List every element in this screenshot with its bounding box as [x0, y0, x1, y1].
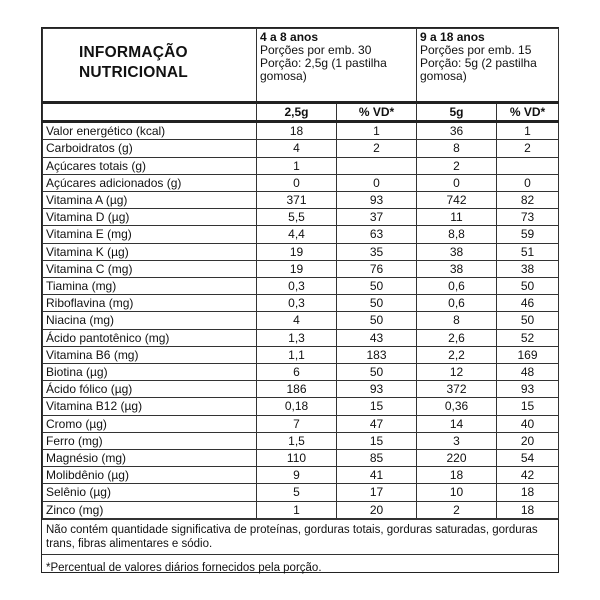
nutrient-value: 4	[257, 140, 337, 157]
nutrient-value: 19	[257, 243, 337, 260]
nutrient-label: Valor energético (kcal)	[43, 122, 257, 140]
group-serving-cont: gomosa)	[260, 69, 307, 83]
table-row	[43, 415, 559, 432]
table-row	[43, 381, 559, 398]
nutrient-value: 1	[257, 501, 337, 518]
nutrient-value: 50	[337, 278, 417, 295]
subheader-cell: 5g	[417, 103, 497, 122]
table-row	[43, 226, 559, 243]
title-cell	[43, 29, 257, 103]
nutrient-value: 38	[497, 260, 559, 277]
nutrient-value: 8	[417, 312, 497, 329]
table-row	[43, 484, 559, 501]
nutrient-label: Tiamina (mg)	[43, 278, 257, 295]
nutrient-value: 20	[337, 501, 417, 518]
nutrient-value: 73	[497, 209, 559, 226]
nutrient-value: 1,3	[257, 329, 337, 346]
nutrient-value: 186	[257, 381, 337, 398]
group-header-4-8	[257, 29, 417, 103]
nutrient-value: 47	[337, 415, 417, 432]
group-title: 4 a 8 anos	[260, 30, 319, 44]
group-portions: Porções por emb. 30	[260, 43, 372, 57]
table-row	[43, 450, 559, 467]
table-row	[43, 501, 559, 518]
nutrient-value: 4,4	[257, 226, 337, 243]
nutrient-value: 0,3	[257, 295, 337, 312]
table-row	[43, 329, 559, 346]
nutrient-label: Ferro (mg)	[43, 432, 257, 449]
nutrient-value: 18	[417, 467, 497, 484]
nutrient-value: 1,1	[257, 346, 337, 363]
table-row	[43, 467, 559, 484]
nutrient-value: 0,6	[417, 278, 497, 295]
nutrient-label: Magnésio (mg)	[43, 450, 257, 467]
nutrient-value: 82	[497, 192, 559, 209]
nutrient-label: Vitamina C (mg)	[43, 260, 257, 277]
nutrient-value: 36	[417, 122, 497, 140]
table-row	[43, 295, 559, 312]
nutrient-value: 15	[337, 432, 417, 449]
table-row	[43, 140, 559, 157]
nutrient-value: 5,5	[257, 209, 337, 226]
nutrient-value: 6	[257, 364, 337, 381]
nutrient-value: 18	[497, 501, 559, 518]
nutrient-value: 2	[417, 157, 497, 174]
nutrient-value: 93	[337, 381, 417, 398]
table-row	[43, 174, 559, 191]
nutrient-label: Cromo (µg)	[43, 415, 257, 432]
nutrient-value: 1	[337, 122, 417, 140]
table-row	[43, 398, 559, 415]
nutrient-label: Carboidratos (g)	[43, 140, 257, 157]
nutrient-label: Vitamina A (µg)	[43, 192, 257, 209]
group-serving: Porção: 2,5g (1 pastilha	[260, 56, 387, 70]
nutrient-value: 38	[417, 260, 497, 277]
nutrient-value: 1,5	[257, 432, 337, 449]
panel-title-line2: NUTRICIONAL	[79, 64, 188, 81]
nutrient-value: 54	[497, 450, 559, 467]
nutrient-label: Ácido fólico (µg)	[43, 381, 257, 398]
nutrient-value: 41	[337, 467, 417, 484]
nutrient-value: 8,8	[417, 226, 497, 243]
group-title: 9 a 18 anos	[420, 30, 485, 44]
group-serving: Porção: 5g (2 pastilha	[420, 56, 537, 70]
table-row	[43, 122, 559, 140]
nutrient-value: 0	[497, 174, 559, 191]
nutrient-value: 1	[497, 122, 559, 140]
nutrient-label: Ácido pantotênico (mg)	[43, 329, 257, 346]
nutrient-value: 14	[417, 415, 497, 432]
nutrient-value: 9	[257, 467, 337, 484]
nutrient-value: 18	[257, 122, 337, 140]
nutrient-value: 46	[497, 295, 559, 312]
nutrient-value: 3	[417, 432, 497, 449]
nutrient-label: Selênio (µg)	[43, 484, 257, 501]
nutrient-value: 17	[337, 484, 417, 501]
nutrient-value: 50	[497, 312, 559, 329]
nutrient-label: Vitamina B6 (mg)	[43, 346, 257, 363]
nutrient-value: 0	[337, 174, 417, 191]
table-row	[43, 243, 559, 260]
nutrient-label: Vitamina K (µg)	[43, 243, 257, 260]
nutrient-value: 1	[257, 157, 337, 174]
header-row	[43, 29, 559, 103]
nutrient-value: 2	[337, 140, 417, 157]
nutrient-value: 76	[337, 260, 417, 277]
nutrient-value: 93	[497, 381, 559, 398]
table-row	[43, 432, 559, 449]
group-serving-cont: gomosa)	[420, 69, 467, 83]
nutrient-value	[497, 157, 559, 174]
nutrient-value: 48	[497, 364, 559, 381]
nutrient-value: 50	[337, 312, 417, 329]
nutrient-value: 0	[257, 174, 337, 191]
nutrient-value: 2,6	[417, 329, 497, 346]
nutrient-value: 93	[337, 192, 417, 209]
nutrient-value: 40	[497, 415, 559, 432]
subheader-cell: 2,5g	[257, 103, 337, 122]
nutrient-value: 50	[497, 278, 559, 295]
nutrient-value: 38	[417, 243, 497, 260]
nutrient-value: 37	[337, 209, 417, 226]
nutrient-value: 20	[497, 432, 559, 449]
nutrient-label: Vitamina B12 (µg)	[43, 398, 257, 415]
nutrient-value: 42	[497, 467, 559, 484]
nutrient-value: 43	[337, 329, 417, 346]
nutrient-value: 0,6	[417, 295, 497, 312]
nutrient-value: 0,18	[257, 398, 337, 415]
nutrient-label: Vitamina E (mg)	[43, 226, 257, 243]
nutrient-value: 169	[497, 346, 559, 363]
nutrient-value: 8	[417, 140, 497, 157]
table-row	[43, 260, 559, 277]
group-portions: Porções por emb. 15	[420, 43, 532, 57]
nutrient-value: 50	[337, 364, 417, 381]
nutrient-label: Riboflavina (mg)	[43, 295, 257, 312]
footnote-vd: *Percentual de valores diários fornecidos pela porção.	[42, 554, 558, 581]
nutrient-value: 372	[417, 381, 497, 398]
nutrient-value: 4	[257, 312, 337, 329]
nutrient-value: 183	[337, 346, 417, 363]
nutrition-table	[42, 28, 559, 519]
nutrient-label: Niacina (mg)	[43, 312, 257, 329]
nutrient-value: 110	[257, 450, 337, 467]
nutrient-value: 12	[417, 364, 497, 381]
nutrient-value: 63	[337, 226, 417, 243]
table-row	[43, 209, 559, 226]
table-row	[43, 312, 559, 329]
nutrient-value: 0,3	[257, 278, 337, 295]
nutrient-value: 85	[337, 450, 417, 467]
nutrient-value: 0	[417, 174, 497, 191]
nutrient-value	[337, 157, 417, 174]
table-row	[43, 278, 559, 295]
nutrient-value: 220	[417, 450, 497, 467]
nutrient-value: 19	[257, 260, 337, 277]
nutrient-value: 2	[417, 501, 497, 518]
table-row	[43, 346, 559, 363]
nutrient-label: Açúcares adicionados (g)	[43, 174, 257, 191]
nutrient-value: 59	[497, 226, 559, 243]
nutrient-value: 51	[497, 243, 559, 260]
nutrient-value: 50	[337, 295, 417, 312]
table-row	[43, 192, 559, 209]
table-row	[43, 364, 559, 381]
subheader-cell: % VD*	[497, 103, 559, 122]
nutrient-value: 11	[417, 209, 497, 226]
group-header-9-18	[417, 29, 559, 103]
nutrient-value: 371	[257, 192, 337, 209]
nutrient-value: 10	[417, 484, 497, 501]
footnote-nutrients: Não contém quantidade significativa de proteínas, gorduras totais, gorduras saturadas, gorduras trans, fibras alimentares e sódio.	[42, 519, 558, 554]
nutrient-value: 2	[497, 140, 559, 157]
nutrient-value: 35	[337, 243, 417, 260]
nutrient-value: 2,2	[417, 346, 497, 363]
nutrient-value: 52	[497, 329, 559, 346]
subheader-cell: % VD*	[337, 103, 417, 122]
nutrient-label: Açúcares totais (g)	[43, 157, 257, 174]
subheader-blank	[43, 103, 257, 122]
nutrient-label: Molibdênio (µg)	[43, 467, 257, 484]
table-row	[43, 157, 559, 174]
nutrient-value: 15	[337, 398, 417, 415]
nutrient-label: Biotina (µg)	[43, 364, 257, 381]
nutrient-value: 742	[417, 192, 497, 209]
subheader-row	[43, 103, 559, 122]
nutrient-value: 5	[257, 484, 337, 501]
nutrient-value: 18	[497, 484, 559, 501]
nutrient-value: 7	[257, 415, 337, 432]
nutrient-label: Vitamina D (µg)	[43, 209, 257, 226]
nutrition-facts-panel	[41, 27, 559, 573]
panel-title-line1: INFORMAÇÃO	[79, 44, 188, 61]
nutrient-value: 15	[497, 398, 559, 415]
nutrient-label: Zinco (mg)	[43, 501, 257, 518]
nutrient-value: 0,36	[417, 398, 497, 415]
